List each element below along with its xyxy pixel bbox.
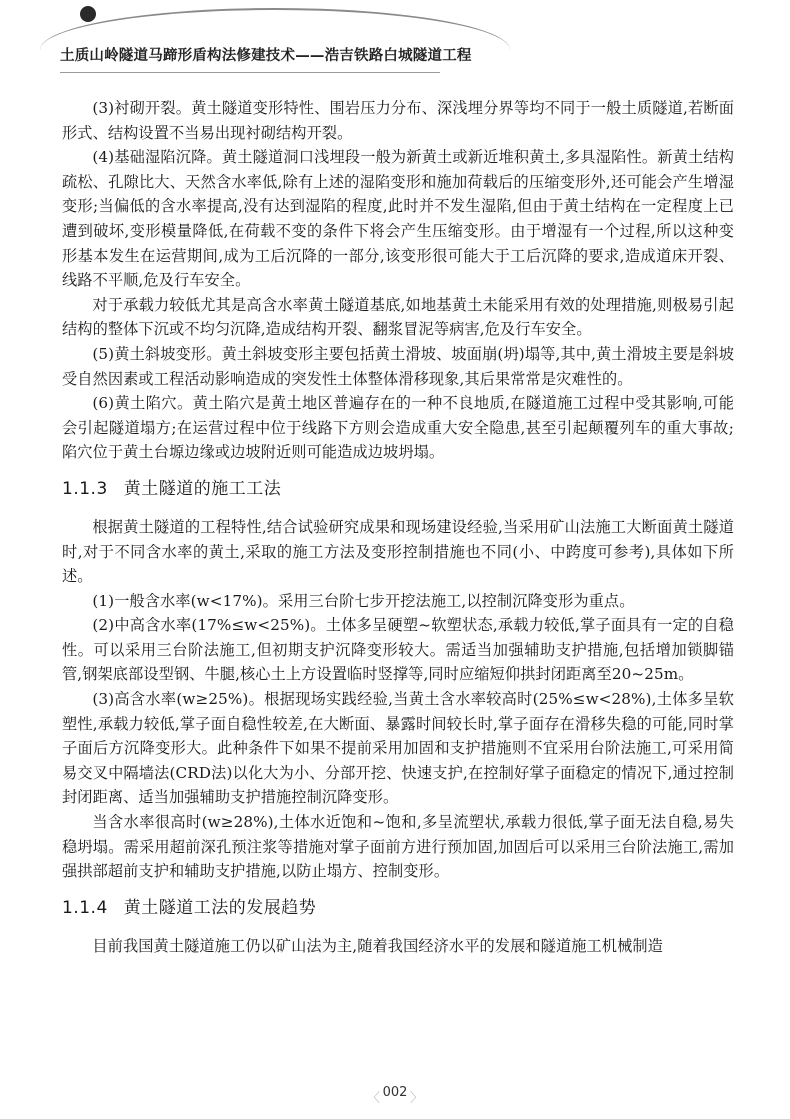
paragraph: (5)黄土斜坡变形。黄土斜坡变形主要包括黄土滑坡、坡面崩(坍)塌等,其中,黄土滑坡主要是斜坡受自然因素或工程活动影响造成的突发性土体整体滑移现象,其后果常常是灾难性的。 xyxy=(62,344,734,388)
paragraph: (6)黄土陷穴。黄土陷穴是黄土地区普遍存在的一种不良地质,在隧道施工过程中受其影响,可能会引起隧道塌方;在运营过程中位于线路下方则会造成重大安全隐患,甚至引起颠覆列车的重大事故;陷穴位于黄土台塬边缘或边坡附近则可能造成边坡坍塌。 xyxy=(62,394,734,462)
page-number: 002 xyxy=(382,1085,408,1100)
page-number-badge xyxy=(367,1084,423,1104)
section-number: 1.1.4 xyxy=(62,897,108,918)
paragraph: (3)衬砌开裂。黄土隧道变形特性、围岩压力分布、深浅埋分界等均不同于一般土质隧道,若断面形式、结构设置不当易出现衬砌结构开裂。 xyxy=(62,99,734,142)
paragraph: (1)一般含水率(w<17%)。采用三台阶七步开挖法施工,以控制沉降变形为重点。 xyxy=(92,591,635,610)
paragraph: 对于承载力较低尤其是高含水率黄土隧道基底,如地基黄土未能采用有效的处理措施,则极易引起结构的整体下沉或不均匀沉降,造成结构开裂、翻浆冒泥等病害,危及行车安全。 xyxy=(62,295,734,339)
section-heading-1-1-3 xyxy=(62,475,734,503)
page-footer xyxy=(0,1082,790,1108)
page-body xyxy=(62,96,734,958)
section-number: 1.1.3 xyxy=(62,478,108,499)
paragraph: 根据黄土隧道的工程特性,结合试验研究成果和现场建设经验,当采用矿山法施工大断面黄土隧道时,对于不同含水率的黄土,采取的施工方法及变形控制措施也不同(小、中跨度可参考),具体如下所述。 xyxy=(62,517,734,586)
paragraph: 目前我国黄土隧道施工仍以矿山法为主,随着我国经济水平的发展和隧道施工机械制造 xyxy=(92,936,663,955)
chevron-left-icon: 〈 xyxy=(367,1091,381,1106)
section-title: 黄土隧道的施工工法 xyxy=(123,478,282,499)
header-rule xyxy=(60,72,440,73)
paragraph: (2)中高含水率(17%≤w<25%)。土体多呈硬塑~软塑状态,承载力较低,掌子面具有一定的自稳性。可以采用三台阶法施工,但初期支护沉降变形较大。需适当加强辅助支护措施,包括增加锁脚锚管,钢架底部设型钢、牛腿,核心土上方设置临时竖撑等,同时应缩短仰拱封闭距离至20~25m。 xyxy=(62,616,734,684)
chevron-right-icon: 〉 xyxy=(409,1091,423,1106)
page-header xyxy=(0,0,790,80)
running-head-title: 土质山岭隧道马蹄形盾构法修建技术——浩吉铁路白城隧道工程 xyxy=(60,48,472,64)
paragraph: 当含水率很高时(w≥28%),土体水近饱和~饱和,多呈流塑状,承载力很低,掌子面无法自稳,易失稳坍塌。需采用超前深孔预注浆等措施对掌子面前方进行预加固,加固后可以采用三台阶法施工,需加强拱部超前支护和辅助支护措施,以防止塌方、控制变形。 xyxy=(62,813,734,881)
paragraph: (3)高含水率(w≥25%)。根据现场实践经验,当黄土含水率较高时(25%≤w<28%),土体多呈软塑性,承载力较低,掌子面自稳性较差,在大断面、暴露时间较长时,掌子面存在滑移失稳的可能,同时掌子面后方沉降变形大。此种条件下如果不提前采用加固和支护措施则不宜采用台阶法施工,可采用简易交叉中隔墙法(CRD法)以化大为小、分部开挖、快速支护,在控制好掌子面稳定的情况下,通过控制封闭距离、适当加强辅助支护措施控制沉降变形。 xyxy=(62,690,734,807)
paragraph: (4)基础湿陷沉降。黄土隧道洞口浅埋段一般为新黄土或新近堆积黄土,多具湿陷性。新黄土结构疏松、孔隙比大、天然含水率低,除有上述的湿陷变形和施加荷载后的压缩变形外,还可能会产生增湿变形;当偏低的含水率提高,没有达到湿陷的程度,此时并不发生湿陷,但由于黄土结构在一定程度上已遭到破坏,变形模量降低,在荷载不变的条件下将会产生压缩变形。由于增湿有一个过程,所以这种变形基本发生在运营期间,成为工后沉降的一部分,该变形很可能大于工后沉降的要求,造成道床开裂、线路不平顺,危及行车安全。 xyxy=(62,148,734,290)
section-title: 黄土隧道工法的发展趋势 xyxy=(123,897,317,918)
header-decor-dot xyxy=(80,6,96,22)
section-heading-1-1-4 xyxy=(62,894,734,922)
